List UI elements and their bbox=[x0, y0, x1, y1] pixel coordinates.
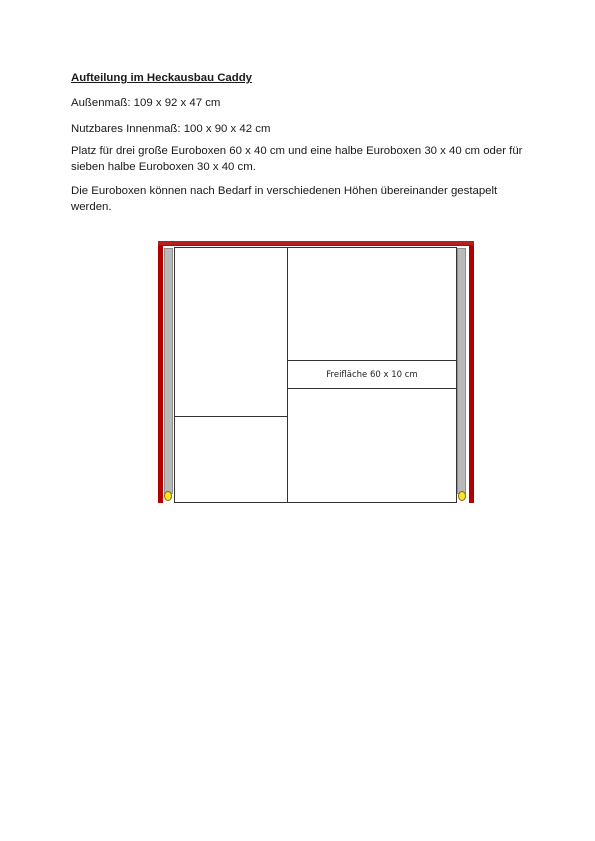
frame-top-bar bbox=[158, 241, 474, 246]
page-title: Aufteilung im Heckausbau Caddy bbox=[71, 72, 253, 84]
inner-dimensions-text: Nutzbares Innenmaß: 100 x 90 x 42 cm bbox=[71, 123, 271, 135]
eurobox-large-left bbox=[174, 247, 288, 418]
left-light-icon bbox=[164, 491, 172, 501]
capacity-text: Platz für drei große Euroboxen 60 x 40 cm und eine halbe Euroboxen 30 x 40 cm oder für sieben halbe Euroboxen 30 x 40 cm. bbox=[71, 145, 523, 173]
right-rail bbox=[457, 248, 466, 494]
eurobox-large-right-top bbox=[287, 247, 457, 361]
frame-left-post bbox=[158, 246, 163, 503]
free-area-label: Freifläche 60 x 10 cm bbox=[326, 369, 418, 380]
eurobox-large-right-bottom bbox=[287, 388, 457, 503]
left-rail bbox=[164, 248, 173, 494]
eurobox-half-left bbox=[174, 416, 288, 503]
frame-right-post bbox=[469, 246, 474, 503]
layout-diagram bbox=[158, 241, 474, 505]
free-area bbox=[287, 360, 457, 389]
stacking-text: Die Euroboxen können nach Bedarf in verschiedenen Höhen übereinander gestapelt werden. bbox=[71, 185, 498, 213]
right-light-icon bbox=[458, 491, 466, 501]
outer-dimensions-text: Außenmaß: 109 x 92 x 47 cm bbox=[71, 97, 221, 109]
